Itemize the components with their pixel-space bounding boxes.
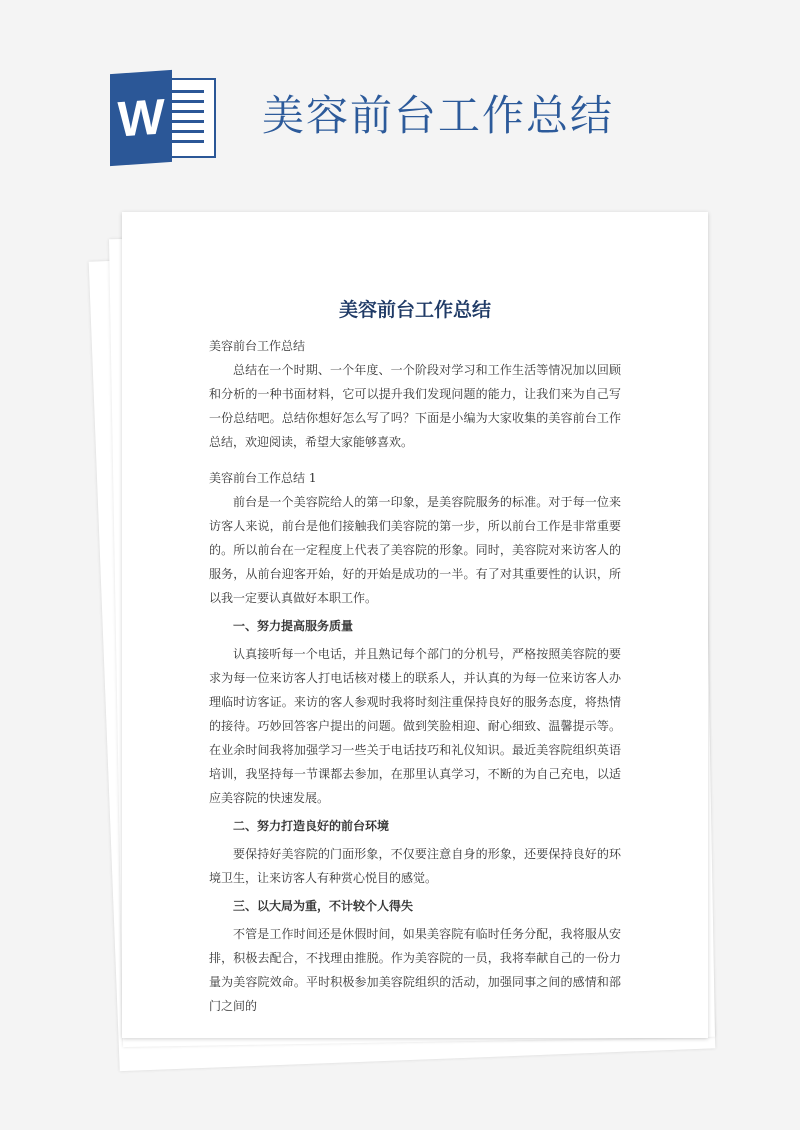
body-paragraph: 认真接听每一个电话，并且熟记每个部门的分机号，严格按照美容院的要求为每一位来访客人打电话核对楼上的联系人，并认真的为每一位来访客人办理临时访客证。来访的客人参观时我将时刻注重保持良好的服务态度，将热情的接待。巧妙回答客户提出的问题。做到笑脸相迎、耐心细致、温馨提示等。在业余时间我将加强学习一些关于电话技巧和礼仪知识。最近美容院组织英语培训，我坚持每一节课都去参加，在那里认真学习，不断的为自己充电，以适应美容院的快速发展。 [209, 647, 621, 805]
banner-title: 美容前台工作总结 [262, 91, 615, 140]
document-body [209, 334, 621, 1018]
body-paragraph: 前台是一个美容院给人的第一印象，是美容院服务的标准。对于每一位来访客人来说，前台是他们接触我们美容院的第一步，所以前台工作是非常重要的。所以前台在一定程度上代表了美容院的形象。同时，美容院对来访客人的服务，从前台迎客开始，好的开始是成功的一半。有了对其重要性的认识，所以我一定要认真做好本职工作。 [209, 495, 621, 605]
document-title: 美容前台工作总结 [338, 299, 491, 321]
heading-overall-interest: 三、以大局为重，不计较个人得失 [233, 899, 414, 913]
heading-service-quality: 一、努力提高服务质量 [233, 619, 354, 633]
heading-environment: 二、努力打造良好的前台环境 [233, 819, 390, 833]
word-badge: W [110, 70, 172, 166]
document-page [122, 212, 708, 1038]
body-paragraph: 要保持好美容院的门面形象，不仅要注意自身的形象，还要保持良好的环境卫生，让来访客人有种赏心悦目的感觉。 [209, 847, 621, 885]
word-document-icon [110, 72, 220, 164]
section-title: 美容前台工作总结 1 [209, 471, 317, 485]
doc-subtitle: 美容前台工作总结 [209, 339, 306, 353]
intro-paragraph: 总结在一个时期、一个年度、一个阶段对学习和工作生活等情况加以回顾和分析的一种书面材料，它可以提升我们发现问题的能力，让我们来为自己写一份总结吧。总结你想好怎么写了吗？下面是小编为大家收集的美容前台工作总结，欢迎阅读，希望大家能够喜欢。 [209, 363, 621, 449]
banner [0, 0, 800, 200]
body-paragraph: 不管是工作时间还是休假时间，如果美容院有临时任务分配，我将服从安排，积极去配合，不找理由推脱。作为美容院的一员，我将奉献自己的一份力量为美容院效命。平时积极参加美容院组织的活动，加强同事之间的感情和部门之间的 [209, 927, 621, 1013]
